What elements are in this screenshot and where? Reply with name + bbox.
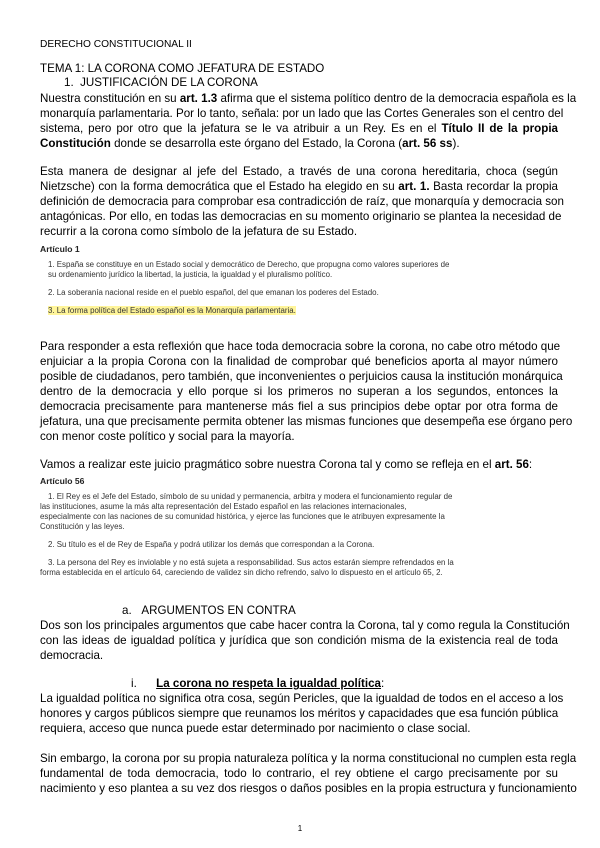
article-clause: 1. España se constituye en un Estado social y democrático de Derecho, que propugna como valores superiores de [48,260,450,269]
paragraph-2-line: antagónicas. Por ello, en todas las democracias en su momento originario se plantea la necesidad de [40,210,562,223]
topic-title: TEMA 1: LA CORONA COMO JEFATURA DE ESTADO [40,62,325,75]
paragraph-2-line: recurrir a la corona como símbolo de la jefatura de su Estado. [40,225,358,238]
subsection-number: i. [131,677,137,690]
paragraph-5-line: Dos son los principales argumentos que cabe hacer contra la Corona, tal y como regula la Constitución [40,619,570,632]
document-header: DERECHO CONSTITUCIONAL II [40,39,192,50]
page-number: 1 [297,824,303,833]
paragraph-2-line: Esta manera de designar al jefe del Estado, a través de una corona hereditaria, choca (según [40,165,558,178]
paragraph-7-line: nacimiento y eso plantea a su vez dos riesgos o daños posibles en la propia estructura y funcionamiento [40,782,577,795]
section-heading-a [122,604,522,618]
subsection-heading-i: i. La corona no respeta la igualdad política: [131,677,385,690]
paragraph-5-line: con las ideas de igualdad política y jurídica que son condición misma de la existencia real de toda [40,634,558,647]
section-number: a. [122,604,132,617]
paragraph-1-line: Nuestra constitución en su art. 1.3 afirma que el sistema político dentro de la democracia española es la [40,92,577,105]
article-clause: Constitución y las leyes. [40,522,125,531]
paragraph-5-line: democracia. [40,649,104,662]
paragraph-3-line: posible de ciudadanos, pero también, que inconvenientes o perjuicios causa la institución monárquica [40,370,563,383]
section-number: 1. [64,76,74,89]
highlighted-clause: 3. La forma política del Estado español es la Monarquía parlamentaria. [48,306,296,315]
paragraph-2-line: Nietzsche) con la forma democrática que el Estado ha elegido en su art. 1. Basta recordar la propia [40,180,558,193]
paragraph-1-line: monarquía parlamentaria. Por lo tanto, señala: por un lado que las Cortes Generales son el centro del [40,107,564,120]
article-clause: 2. La soberanía nacional reside en el pueblo español, del que emanan los poderes del Estado. [48,288,379,297]
paragraph-1-line: Constitución donde se desarrolla este órgano del Estado, la Corona (art. 56 ss). [40,137,460,150]
paragraph-7-line: fundamental de toda democracia, todo lo contrario, el rey obtiene el cargo precisamente por su [40,767,558,780]
paragraph-6-line: honores y cargos públicos siempre que reunamos los méritos y capacidades que esa función pública [40,707,559,720]
article-1-quote [40,244,550,316]
article-heading: Artículo 56 [40,476,85,486]
paragraph-2-line: definición de democracia para comprobar esa contradicción de raíz, que monarquía y democracia son [40,195,564,208]
paragraph-1-line: sistema, pero por otro que la jefatura se le va atribuir a un Rey. Es en el Título II de la propia [40,122,558,135]
paragraph-6-line: requiera, acceso que nunca puede estar determinado por nacimiento o clase social. [40,722,471,735]
paragraph-3-line: Para responder a esta reflexión que hace toda democracia sobre la corona, no cabe otro método que [40,340,561,353]
article-clause: las instituciones, asume la más alta representación del Estado español en las relaciones internacionales, [40,502,407,511]
article-clause: 2. Su título es el de Rey de España y podrá utilizar los demás que correspondan a la Corona. [48,540,375,549]
article-clause: 1. El Rey es el Jefe del Estado, símbolo de su unidad y permanencia, arbitra y modera el funcionamiento regular de [48,492,453,501]
paragraph-3-line: dentro de la democracia y ello porque si los primeros no superan a los segundos, entonces la [40,385,558,398]
paragraph-3-line: jefatura, una que precisamente permita obtener las mismas funciones que desempeña ese órgano pero [40,415,573,428]
paragraph-6-line: La igualdad política no significa otra cosa, según Pericles, que la igualdad de todos en el acceso a los [40,692,564,705]
section-title: JUSTIFICACIÓN DE LA CORONA [80,76,258,89]
article-clause: 3. La persona del Rey es inviolable y no está sujeta a responsabilidad. Sus actos estarán siempre refrendados en la [48,558,454,567]
paragraph-7-line: Sin embargo, la corona por su propia naturaleza política y la norma constitucional no cumplen esta regla [40,752,577,765]
paragraph-3-line: enjuiciar a la propia Corona con la finalidad de comprobar qué beneficios aporta al mayor número [40,355,558,368]
article-heading: Artículo 1 [40,244,80,254]
subsection-title: La corona no respeta la igualdad política [156,677,381,690]
section-heading-1 [64,76,544,90]
paragraph-4: Vamos a realizar este juicio pragmático sobre nuestra Corona tal y como se refleja en el art. 56: [40,458,533,471]
section-title: ARGUMENTOS EN CONTRA [141,604,296,617]
article-clause: forma establecida en el artículo 64, careciendo de validez sin dicho refrendo, salvo lo dispuesto en el artículo 65, 2. [40,568,443,577]
paragraph-3-line: democracia precisamente para mantenerse más fiel a sus principios debe optar por otra forma de [40,400,558,413]
article-clause: especialmente con las naciones de su comunidad histórica, y ejerce las funciones que le atribuyen expresamente la [40,512,445,521]
article-clause: su ordenamiento jurídico la libertad, la justicia, la igualdad y el pluralismo político. [48,270,333,279]
article-56-quote [40,476,550,578]
paragraph-3-line: con menor coste político y social para la mayoría. [40,430,295,443]
